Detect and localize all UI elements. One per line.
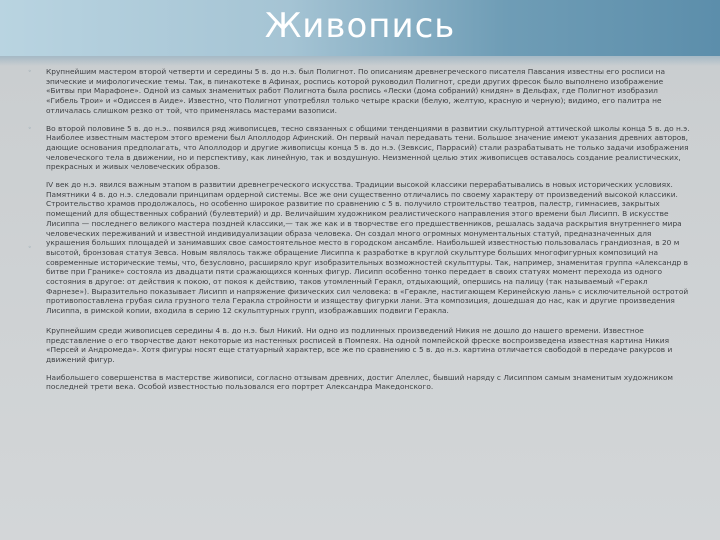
paragraph-lysippus bbox=[28, 180, 692, 316]
paragraph-nicias bbox=[46, 326, 692, 365]
title-band bbox=[0, 0, 720, 56]
slide-title: Живопись bbox=[264, 6, 456, 46]
paragraph-text: Крупнейшим среди живописцев середины 4 в. до н.э. был Никий. Ни одно из подлинных произведений Никия не дошло до нашего времени. Известное представление о его творчестве дают некоторые из настенных росписей в Помпеях. На одной помпейской фреске воспроизведена известная картина Никия «Персей и Андромеда». Хотя фигуры носят еще статуарный характер, все же по сравнению с 5 в. до н.э. картина отличается свободой в передаче ракурсов и движений фигур. bbox=[46, 325, 673, 364]
paragraph-text: IV век до н.э. явился важным этапом в развитии древнегреческого искусства. Традиции высокой классики перерабатывались в новых исторических условиях. Памятники 4 в. до н.э. следовали принципам ордерной системы. Все же они существенно отличались по своему характеру от произведений высокой классики. Строительство храмов продолжалось, но особенно широкое развитие по сравнению с 5 в. получило строительство театров, палестр, гимнасиев, закрытых помещений для общественных собраний (булевтерий) и др. Величайшим художником реалистического направления этого времени был Лисипп. В искусстве Лисиппа — последнего великого мастера поздней классики,— так же как и в творчестве его предшественников, решалась задача раскрытия внутреннего мира человеческих переживаний и известной индивидуализации образа человека. Он создал много огромных монументальных статуй, предназначенных для украшения больших площадей и занимавших свое самостоятельное место в городском ансамбле. Наибольшей известностью пользовалась грандиозная, в 20 м высотой, бронзовая статуя Зевса. Новым являлось также обращение Лисиппа к разработке в круглой скульптуре больших многофигурных композиций на современные исторические темы, что, безусловно, расширяло круг изобразительных возможностей скульптуры. Так, например, знаменитая группа «Александр в битве при Гранике» состояла из двадцати пяти сражающихся конных фигур. Лисипп особенно тонко передает в своих статуях момент перехода из одного состояния в другое: от действия к покою, от покоя к действию, таков утомленный Геракл, отдыхающий, опершись на палицу (так называемый «Геракл Фарнезе»). Выразительно показывает Лисипп и напряжение физических сил человека: в «Геракле, настигающем Керинейскую лань» с исключительной остротой противопоставлена грубая сила грузного тела Геракла стройности и изяществу фигурки лани. Эта композиция, дошедшая до нас, как и другие произведения Лисиппа, в римской копии, входила в серию 12 скульптурных групп, изображавших подвиги Геракла. bbox=[46, 180, 689, 316]
bullet-icon: ◦ bbox=[28, 124, 32, 132]
bullet-icon: ◦ bbox=[28, 243, 32, 251]
paragraph-polygnotus bbox=[28, 67, 692, 116]
bullet-icon: ◦ bbox=[28, 68, 32, 75]
paragraph-apelles bbox=[46, 373, 692, 392]
slide-content bbox=[28, 67, 692, 537]
paragraph-text: Наибольшего совершенства в мастерстве живописи, согласно отзывам древних, достиг Апеллес, бывший наряду с Лисиппом самым знаменитым художником последней трети века. Особой известностью пользовался его портрет Александра Македонского. bbox=[46, 372, 673, 392]
paragraph-text: Во второй половине 5 в. до н.э.. появился ряд живописцев, тесно связанных с общими тенденциями в развитии скульптурной аттической школы конца 5 в. до н.э. Наиболее известным мастером этого времени был Аполлодор Афинский. Он первый начал передавать тени. Большое значение имеют указания древних авторов, дающие основания предполагать, что Аполлодор и другие живописцы конца 5 в. до н.э. (Зевксис, Паррасий) стали разрабатывать не только задачи изображения человеческого тела в движении, но и перспективу, как линейную, так и воздушную. Неизменной целью этих живописцев оставалось создание реалистических, прекрасных и живых человеческих образов. bbox=[46, 123, 690, 172]
paragraph-text: Крупнейшим мастером второй четверти и середины 5 в. до н.э. был Полигнот. По описаниям древнегреческого писателя Павсания известны его росписи на эпические и мифологические темы. Так, в пинакотеке в Афинах, роспись которой руководил Полигнот, среди других фресок было выполнено изображение «Битвы при Марафоне». Одной из самых знаменитых работ Полигнота была роспись «Лески (дома собраний) книдян» в Дельфах, где Полигнот изобразил «Гибель Трои» и «Одиссея в Аиде». Известно, что Полигнот употреблял только четыре краски (белую, желтую, красную и черную); видимо, его палитра не отличалась слишком резко от той, что применялась мастерами вазописи. bbox=[46, 67, 666, 115]
paragraph-apollodorus bbox=[28, 123, 692, 173]
